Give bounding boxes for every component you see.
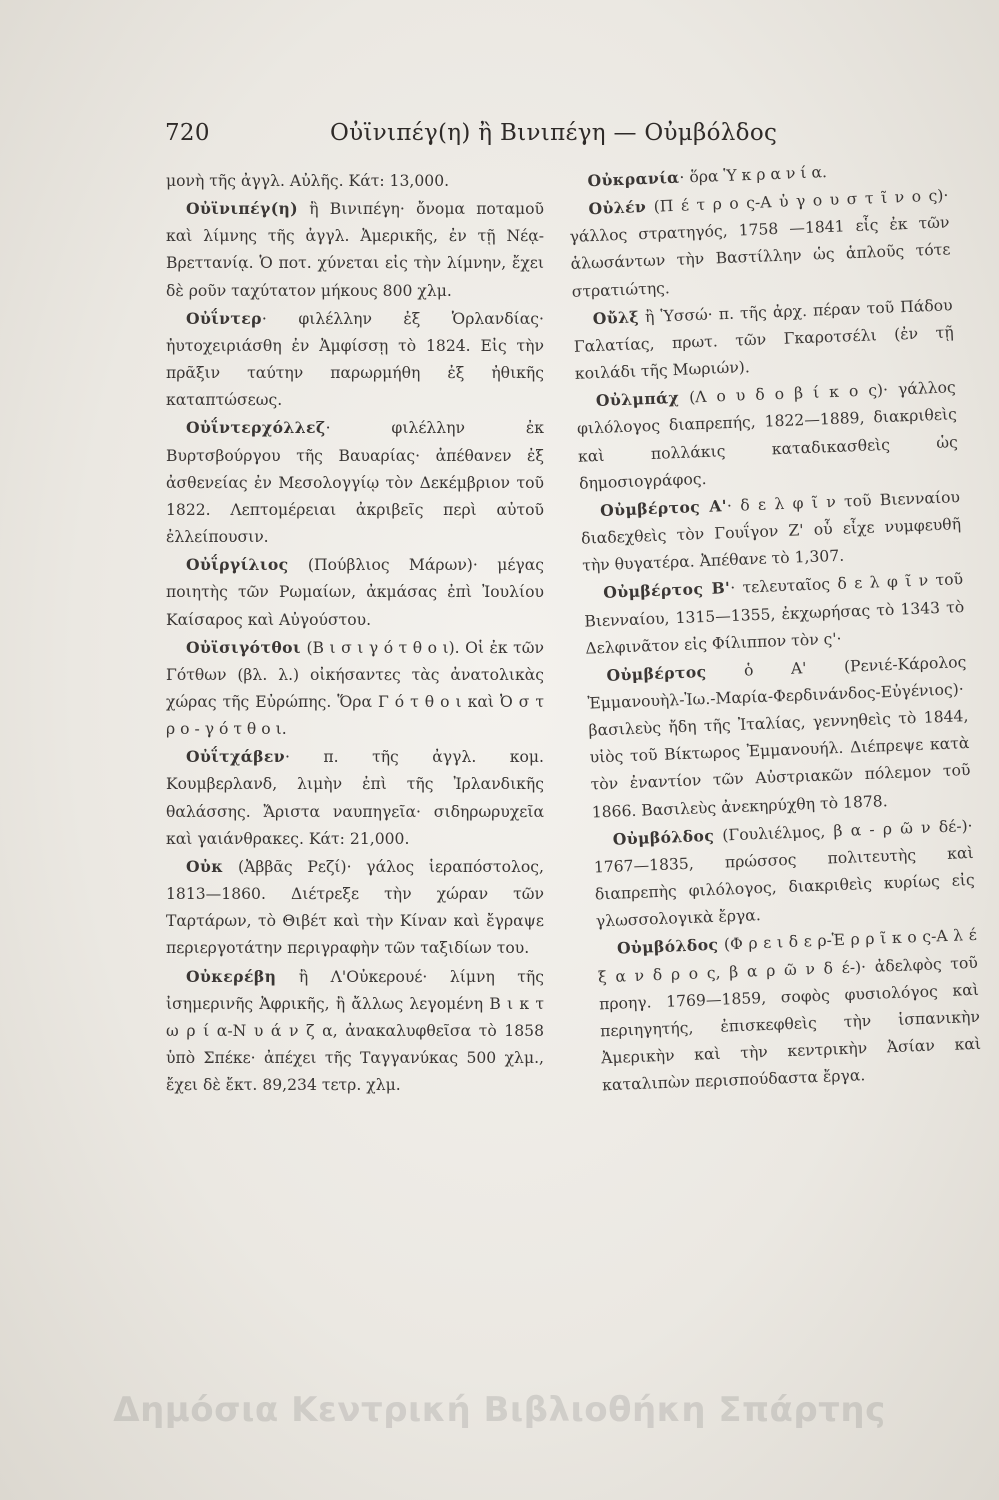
entry-text: μονὴ τῆς ἀγγλ. Αὐλῆς. Κάτ: 13,000.: [166, 172, 450, 190]
entry-text: · ὅρα Ὑ κ ρ α ν ί α.: [679, 163, 828, 187]
entry-headword: Οὐκ: [186, 856, 224, 876]
dictionary-entry: [166, 305, 544, 415]
dictionary-entry: [166, 414, 544, 551]
entry-headword: Οὐμβόλδος: [612, 825, 715, 849]
dictionary-entry: [592, 812, 976, 936]
entry-headword: Οὐλμπάχ: [595, 388, 680, 411]
dictionary-entry: [166, 168, 544, 195]
entry-headword: Οὐΐντερ: [186, 308, 262, 328]
entry-text: · δ ε λ φ ῖ ν τοῦ Βιενναίου διαδεχθεὶς τὸν Γουΐγον Ζ' οὗ εἶχε νυμφευθῆ τὴν θυγατέρα. Ἀπέθανε τὸ 1,307.: [580, 488, 962, 575]
entry-text: (Β ι σ ι γ ό τ θ ο ι). Οἱ ἐκ τῶν Γότθων (βλ. λ.) οἰκήσαντες τὰς ἀνατολικὰς χώρας τῆς Εὐρώπης. Ὅρα Γ ό τ θ ο ι καὶ Ὀ σ τ ρ ο - γ ό τ θ ο ι.: [166, 638, 544, 739]
entry-headword: Οὐμβέρτος: [606, 661, 707, 685]
entry-headword: Οὐϊσιγότθοι: [186, 637, 301, 657]
entry-text: ἢ Βινιπέγη· ὄνομα ποταμοῦ καὶ λίμνης τῆς ἀγγλ. Ἀμερικῆς, ἐν τῇ Νέᾳ-Βρεττανίᾳ. Ὁ ποτ. χύνεται εἰς τὴν λίμνην, ἔχει δὲ ροῦν ταχύτατον μήκους 800 χλμ.: [166, 200, 544, 300]
dictionary-entry: [596, 921, 982, 1099]
dictionary-entry: [583, 565, 966, 662]
dictionary-entry: [580, 483, 963, 580]
dictionary-entry: [166, 963, 544, 1100]
dictionary-entry: [166, 743, 544, 853]
library-watermark: Δημόσια Κεντρική Βιβλιοθήκη Σπάρτης: [113, 1390, 886, 1430]
dictionary-entry: [575, 374, 959, 498]
entry-text: ἢ Λ'Οὐκερουέ· λίμνη τῆς ἰσημερινῆς Ἀφρικῆς, ἢ ἄλλως λεγομένη Β ι κ τ ω ρ ί α-Ν υ ά ν ζ α, ἀνακαλυφθεῖσα τὸ 1858 ὑπὸ Σπέκε· ἀπέχει τῆς Ταγγανύκας 500 χλμ., ἔχει δὲ ἔκτ. 89,234 τετρ. χλμ.: [166, 967, 544, 1095]
entry-headword: Οὐΐτχάβεν: [186, 747, 285, 767]
entry-text: (Λ ο υ δ ο β ί κ ο ς)· γάλλος φιλόλογος διαπρεπής, 1822—1889, διακριθεὶς καὶ πολλάκις καταδικασθεὶς ὡς δημοσιογράφος.: [576, 378, 959, 493]
entry-text: · π. τῆς ἀγγλ. κομ. Κουμβερλανδ, λιμὴν ἐπὶ τῆς Ἰρλανδικῆς θαλάσσης. Ἄριστα ναυπηγεῖα· σιδηρωρυχεῖα καὶ γαιάνθρακες. Κάτ: 21,000.: [166, 748, 544, 848]
dictionary-entry: [572, 291, 955, 388]
entry-headword: Οὐΐργίλιος: [186, 555, 289, 575]
dictionary-entry: [568, 182, 952, 306]
page-number: 720: [165, 120, 210, 146]
entry-headword: Οὔλξ: [592, 307, 640, 328]
dictionary-entry: [166, 853, 544, 963]
entry-headword: Οὐΐντερχόλλεζ: [186, 418, 326, 438]
right-column: [567, 153, 983, 1099]
dictionary-entry: [166, 551, 544, 633]
entry-headword: Οὐκρανία: [587, 167, 680, 191]
entry-text: · φιλέλλην ἐξ Ὁρλανδίας· ἠυτοχειριάσθη ἐν Ἀμφίσσῃ τὸ 1824. Εἰς τὴν πρᾶξιν ταύτην παρωρμήθη ἐξ ἠθικῆς καταπτώσεως.: [166, 309, 544, 410]
running-title: Οὐϊνιπέγ(η) ἢ Βινιπέγη — Οὐμβόλδος: [330, 120, 778, 146]
dictionary-entry: [166, 634, 544, 744]
entry-headword: Οὐμβέρτος Β': [602, 578, 731, 603]
entry-headword: Οὐκερέβη: [186, 966, 277, 986]
entry-text: (Πούβλιος Μάρων)· μέγας ποιητὴς τῶν Ρωμαίων, ἀκμάσας ἐπὶ Ἰουλίου Καίσαρος καὶ Αὐγούστου.: [166, 556, 544, 629]
entry-text: (Φ ρ ε ι δ ε ρ-Ἑ ρ ρ ῖ κ ο ς-Α λ έ ξ α ν δ ρ ο ς, β α ρ ῶ ν δ έ-)· ἀδελφὸς τοῦ προηγ. 1769—1859, σοφὸς φυσιολόγος καὶ περιηγητής, ἐπισκεφθεὶς τὴν ἱσπανικὴν Ἀμερικὴν καὶ τὴν κεντρικὴν Ἀσίαν καὶ καταλιπὼν περισπούδαστα ἔργα.: [597, 926, 982, 1095]
entry-headword: Οὐμβέρτος Α': [599, 495, 728, 520]
entry-text: (Ἀββᾶς Ρεζί)· γάλος ἱεραπόστολος, 1813—1860. Διέτρεξε τὴν χώραν τῶν Ταρτάρων, τὸ Θιβέτ καὶ τὴν Κίναν καὶ ἔγραψε περιεργοτάτην περιγραφὴν τῶν ταξιδίων του.: [166, 857, 544, 958]
entry-text: ὁ Α' (Ρενιέ-Κάρολος Ἐμμανουὴλ-Ἰω.-Μαρία-Φερδινάνδος-Εὐγένιος)· βασιλεὺς ἤδη τῆς Ἰταλίας, γεννηθεὶς τὸ 1844, υἱὸς τοῦ Βίκτωρος Ἐμμανουήλ. Διέπρεψε κατὰ τὸν ἐναντίον τῶν Αὐστριακῶν πόλεμον τοῦ 1866. Βασιλεὺς ἀνεκηρύχθη τὸ 1878.: [587, 652, 971, 822]
left-column: [166, 168, 544, 1099]
entry-headword: Οὐλέν: [588, 197, 647, 219]
entry-text: ἢ Ὑσσώ· π. τῆς ἀρχ. πέραν τοῦ Πάδου Γαλατίας, πρωτ. τῶν Γκαροτσέλι (ἐν τῇ κοιλάδι τῆς Μωριών).: [573, 296, 954, 383]
entry-text: · τελευταῖος δ ε λ φ ῖ ν τοῦ Βιενναίου, 1315—1355, ἐκχωρήσας τὸ 1343 τὸ Δελφινᾶτον εἰς Φίλιππον τὸν ς'·: [584, 570, 965, 658]
entry-headword: Οὐμβόλδος: [616, 935, 719, 959]
entry-text: (Γουλιέλμος, β α - ρ ῶ ν δέ-)· 1767—1835, πρώσσος πολιτευτὴς καὶ διαπρεπὴς φιλόλογος, διακριθεὶς κυρίως εἰς γλωσσολογικὰ ἔργα.: [593, 816, 975, 931]
entry-headword: Οὐϊνιπέγ(η): [186, 199, 298, 219]
entry-text: (Π έ τ ρ ο ς-Α ὐ γ ο υ σ τ ῖ ν ο ς)· γάλλος στρατηγός, 1758 —1841 εἷς ἐκ τῶν ἁλωσάντων τὴν Βαστίλλην ὡς ἁπλοῦς τότε στρατιώτης.: [569, 186, 951, 301]
entry-text: · φιλέλλην ἐκ Βυρτσβούργου τῆς Βαυαρίας· ἀπέθανεν ἐξ ἀσθενείας ἐν Μεσολογγίῳ τὸν Δεκέμβριον τοῦ 1822. Λεπτομέρειαι ἀκριβεῖς περὶ αὐτοῦ ἐλλείπουσιν.: [166, 419, 544, 547]
dictionary-entry: [586, 648, 972, 826]
dictionary-entry: [166, 195, 544, 305]
